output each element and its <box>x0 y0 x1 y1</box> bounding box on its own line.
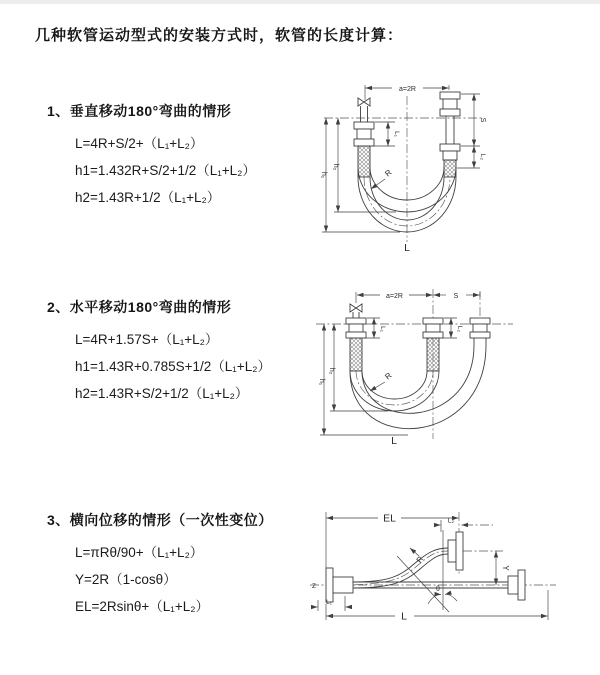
height-outer-label: h₁ <box>320 171 327 179</box>
formula-h1: h1=1.432R+S/2+1/2（L₁+L₂） <box>75 163 256 178</box>
fitting-left-label: L₁ <box>379 326 386 332</box>
flange-left <box>326 568 353 602</box>
radius-label: R <box>383 167 394 179</box>
diagram-lateral-displacement <box>298 498 598 653</box>
page-title: 几种软管运动型式的安装方式时，软管的长度计算： <box>35 27 404 44</box>
radius-label: R <box>383 370 394 382</box>
offset-label: Y <box>501 565 510 571</box>
centerlines <box>316 289 513 439</box>
length-label: L <box>401 610 407 623</box>
dim-span <box>356 292 480 303</box>
hose-fitting-left <box>354 122 374 177</box>
valve-icon <box>358 98 370 122</box>
formula-h1: h1=1.43R+0.785S+1/2（L₁+L₂） <box>75 359 271 374</box>
fitting-right-label: L₂ <box>479 153 486 161</box>
hose-fitting-middle <box>423 318 443 371</box>
fitting-left-label: L₁ <box>393 131 400 137</box>
formula-length: L=4R+S/2+（L₁+L₂） <box>75 136 204 151</box>
formula-length: L=πRθ/90+（L₁+L₂） <box>75 545 204 560</box>
dim-fitting-top <box>434 518 468 533</box>
stroke-label: S <box>479 117 486 123</box>
formula-length: L=4R+1.57S+（L₁+L₂） <box>75 332 219 347</box>
flange-upper-right <box>448 532 463 570</box>
section-1 <box>47 101 317 211</box>
dim-fitting-left <box>311 596 352 611</box>
dim-fitting-middle <box>441 318 463 338</box>
diagram-horizontal-u-bend <box>308 283 598 448</box>
scan-edge <box>0 0 600 4</box>
dim-extended-length <box>326 512 459 568</box>
dim-fitting-left <box>364 318 386 338</box>
section-3-heading: 3、横向位移的情形（一次性变位） <box>47 512 273 528</box>
extended-length-label: EL <box>383 512 396 525</box>
span-label: a=2R <box>399 86 416 93</box>
formula-el: EL=2Rsinθ+（L₁+L₂） <box>75 599 209 614</box>
formula-h2: h2=1.43R+S/2+1/2（L₁+L₂） <box>75 386 249 401</box>
dim-fitting-left <box>372 122 400 146</box>
section-3 <box>47 510 317 620</box>
radius-callout <box>371 168 394 189</box>
radius-callout <box>370 371 394 391</box>
height-inner-label: h₂ <box>332 163 339 171</box>
radius-label: R <box>414 554 426 565</box>
height-inner-label: h₂ <box>328 367 335 375</box>
diagram-vertical-u-bend <box>312 72 592 257</box>
hose-fitting-left <box>346 318 366 371</box>
axis-z-label: Z <box>312 583 316 590</box>
section-1-heading: 1、垂直移动180°弯曲的情形 <box>47 103 232 119</box>
valve-icon <box>350 304 362 318</box>
hose-fitting-right <box>440 92 460 177</box>
stroke-label: S <box>453 293 459 300</box>
length-label: L <box>404 242 410 254</box>
span-label: a=2R <box>386 293 403 300</box>
length-label: L <box>391 435 397 447</box>
height-outer-label: h₁ <box>318 378 325 386</box>
fitting-left-label: L₁ <box>326 599 332 606</box>
fitting-right-label: L₂ <box>456 325 463 333</box>
formula-h2: h2=1.43R+1/2（L₁+L₂） <box>75 190 221 205</box>
section-2 <box>47 297 317 407</box>
hose-fitting-right <box>470 318 490 345</box>
dim-stroke <box>457 94 486 168</box>
section-2-heading: 2、水平移动180°弯曲的情形 <box>47 299 232 315</box>
angle-label: θ <box>436 586 440 593</box>
formula-y: Y=2R（1-cosθ） <box>75 572 177 587</box>
hose-bends <box>350 345 486 429</box>
fitting-top-label: L₂ <box>447 517 455 525</box>
